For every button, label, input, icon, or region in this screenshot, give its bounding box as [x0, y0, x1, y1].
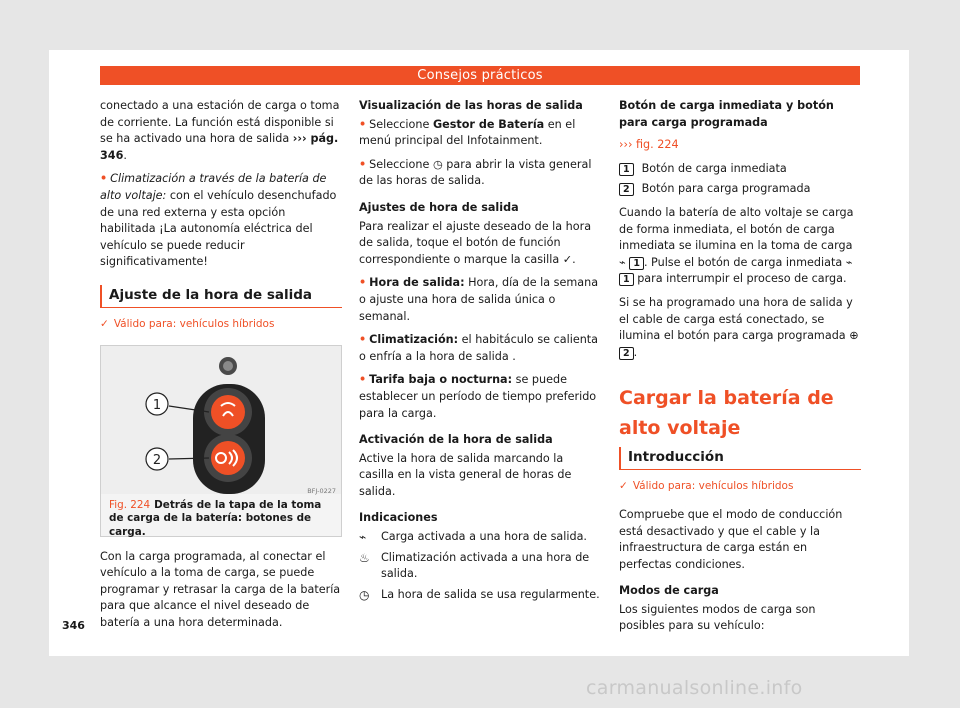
figure-224: [100, 345, 342, 537]
bullet-climatizacion: • Climatización: el habitáculo se calienta o enfría a la hora de salida .: [359, 333, 599, 363]
callout-1: 1: [152, 397, 162, 413]
bullet-icon: •: [359, 157, 367, 171]
bullet-gestor: • Seleccione Gestor de Batería en el menú principal del Infotainment.: [359, 117, 576, 148]
charging-buttons-illustration: [101, 346, 341, 494]
check-icon: ✓: [619, 480, 628, 493]
figure-caption: Fig. 224 Detrás de la tapa de la toma de carga de la batería: botones de carga.: [109, 498, 322, 538]
section-heading: Introducción: [619, 447, 861, 470]
paragraph-inmediata: Cuando la batería de alto voltaje se carga de forma inmediata, el botón de carga inmediata se ilumina en la toma de carga ⌁ 1 . Pulse el botón de carga inmediata ⌁ 1 para interrumpir el proceso de carga.: [619, 205, 854, 286]
numbered-item-1: 1 Botón de carga inmediata: [619, 161, 861, 178]
figure-code: BFJ-0227: [307, 486, 336, 495]
bullet-hora-salida: • Hora de salida: Hora, día de la semana o ajuste una hora de salida única o semanal.: [359, 276, 599, 323]
bullet-icon: •: [359, 276, 367, 290]
subheading-modos: Modos de carga: [619, 584, 719, 598]
bullet-climatizacion: • Climatización a través de la batería de alto voltaje: con el vehículo desenchufado de una red externa y esta opción habilitada ¡La autonomía eléctrica del vehículo se puede reducir significativamente!: [100, 172, 337, 269]
paragraph-ajustes: Para realizar el ajuste deseado de la hora de salida, toque el botón de función correspondiente o marque la casilla ✓.: [359, 219, 592, 266]
column-3: [619, 98, 861, 642]
check-icon: ✓: [100, 317, 109, 330]
immediate-charge-icon: ⌁: [619, 255, 626, 269]
bullet-icon: •: [359, 333, 367, 347]
bullet-tarifa: • Tarifa baja o nocturna: se puede establecer un período de tiempo preferido para la carga.: [359, 373, 597, 420]
bullet-icon: •: [359, 117, 367, 131]
subheading-visualizacion: Visualización de las horas de salida: [359, 99, 583, 112]
validity-note: ✓ Válido para: vehículos híbridos: [619, 480, 794, 493]
paragraph-introduccion: Compruebe que el modo de conducción está desactivado y que el cable y la infraestructura de carga están en perfectas condiciones.: [619, 507, 843, 571]
chapter-heading: Cargar la batería de alto voltaje: [619, 387, 834, 440]
subheading-botones: Botón de carga inmediata y botón para carga programada: [619, 99, 834, 129]
validity-note: ✓ Válido para: vehículos híbridos: [100, 317, 275, 330]
climate-timer-icon: ♨: [359, 550, 370, 565]
column-1: [100, 98, 342, 639]
figure-label: Fig. 224: [109, 498, 151, 511]
page-number: 346: [62, 619, 85, 632]
subheading-activacion: Activación de la hora de salida: [359, 433, 553, 447]
figure-reference-link[interactable]: ››› fig. 224: [619, 138, 679, 152]
bullet-icon: •: [100, 172, 108, 186]
recurring-clock-icon: ◷: [359, 587, 370, 602]
paragraph-programmed-charge: Con la carga programada, al conectar el vehículo a la toma de carga, se puede programar y retrasar la carga de la batería para que alcance el nivel deseado de batería a una hora determinada.: [100, 549, 341, 629]
watermark: carmanualsonline.info: [586, 677, 803, 699]
indication-row: ♨ Climatización activada a una hora de salida.: [359, 550, 601, 583]
bullet-select-clock: • Seleccione ◷ para abrir la vista general de las horas de salida.: [359, 157, 592, 188]
numbered-item-2: 2 Botón para carga programada: [619, 181, 861, 198]
subheading-ajustes: Ajustes de hora de salida: [359, 200, 519, 214]
indication-row: ◷ La hora de salida se usa regularmente.: [359, 587, 600, 602]
callout-2: 2: [152, 452, 162, 468]
paragraph-modos: Los siguientes modos de carga son posibles para su vehículo:: [619, 602, 816, 633]
page-reference-link[interactable]: ››› pág. 346: [100, 132, 339, 162]
subheading-indicaciones: Indicaciones: [359, 511, 438, 525]
paragraph-continued: conectado a una estación de carga o toma de corriente. La función está disponible si se ha activado una hora de salida ››› pág. 346.: [100, 99, 340, 162]
section-heading: Ajuste de la hora de salida: [100, 285, 342, 308]
indication-row: ⌁ Carga activada a una hora de salida.: [359, 530, 587, 545]
charge-timer-icon: ⌁: [359, 530, 367, 545]
immediate-charge-icon: ⌁: [845, 255, 853, 269]
programmed-charge-icon: ⊕: [849, 329, 859, 343]
clock-icon: ◷: [432, 157, 443, 171]
paragraph-programada: Si se ha programado una hora de salida y el cable de carga está conectado, se ilumina el botón para carga programada ⊕ 2 .: [619, 295, 859, 359]
paragraph-activacion: Active la hora de salida marcando la casilla en la vista general de horas de salida.: [359, 451, 572, 498]
page-header: Consejos prácticos: [100, 66, 860, 85]
checkmark-icon: ✓: [562, 252, 573, 266]
bullet-icon: •: [359, 373, 367, 387]
column-2: [359, 98, 601, 607]
